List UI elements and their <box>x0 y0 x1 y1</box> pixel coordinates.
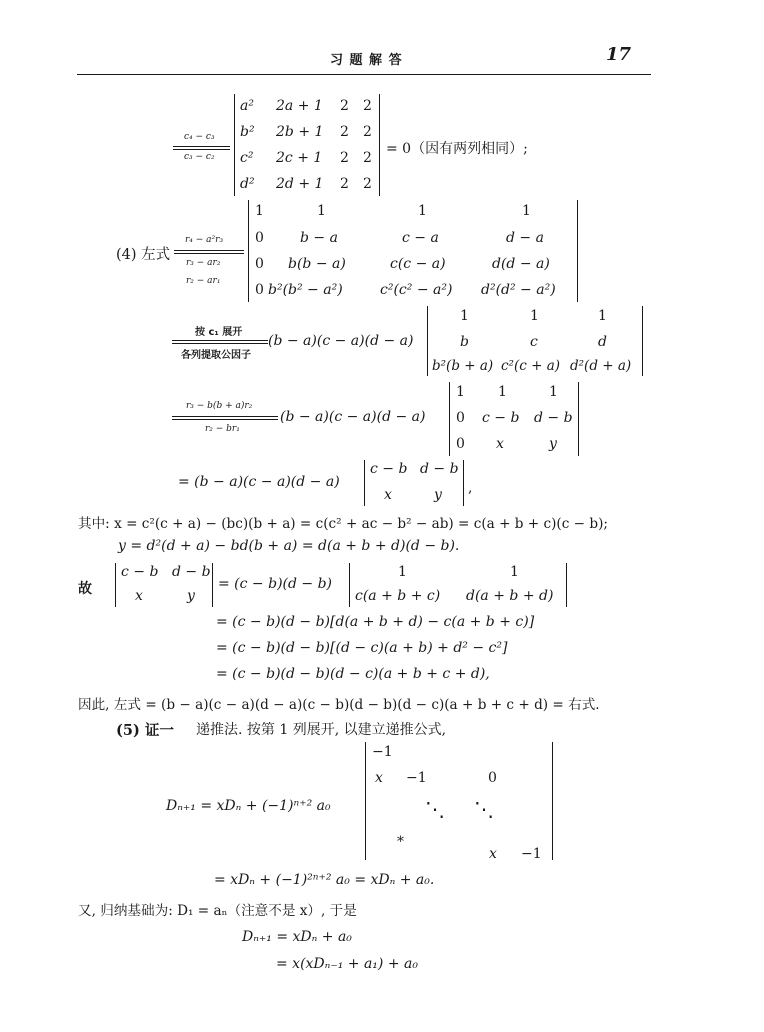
matrix-cell: d²(d + a) <box>570 358 632 374</box>
det-bar-left <box>248 200 249 302</box>
matrix-cell: y <box>434 487 442 503</box>
p3-result: = 0（因有两列相同）; <box>386 141 528 157</box>
matrix-cell: 2 <box>340 150 349 166</box>
matrix-cell: 1 <box>530 308 539 324</box>
matrix-cell: d − b <box>420 461 459 477</box>
matrix-cell: d − b <box>534 410 573 426</box>
matrix-cell: 2d + 1 <box>276 176 324 192</box>
op-arrow-line <box>172 416 278 417</box>
p5-lhs: Dₙ₊₁ = xDₙ + (−1)ⁿ⁺² a₀ <box>166 798 331 814</box>
factor-expression: (b − a)(c − a)(d − a) <box>280 409 426 425</box>
matrix-cell: x <box>384 487 392 503</box>
matrix-cell: b(b − a) <box>288 256 346 272</box>
op-row-reduce-2: r₂ − br₁ <box>205 424 240 434</box>
p4-op: r₃ − ar₂ <box>186 258 221 268</box>
matrix-cell: 1 <box>460 308 469 324</box>
matrix-cell: b²(b² − a²) <box>268 282 343 298</box>
matrix-cell: 2 <box>363 124 372 140</box>
det-bar-right <box>463 460 464 506</box>
chain-line: = (c − b)(d − b)[d(a + b + d) − c(a + b + c)] <box>216 614 535 630</box>
op-arrow-line-2 <box>172 419 278 420</box>
matrix-cell: d² <box>240 176 255 192</box>
matrix-cell: 0 <box>255 230 264 246</box>
op-arrow-line <box>174 250 244 251</box>
matrix-cell: 0 <box>255 256 264 272</box>
op-expand: 按 c₁ 展开 <box>195 327 243 338</box>
matrix-cell: 1 <box>317 203 326 219</box>
op-arrow-line <box>173 146 230 147</box>
page-number: 17 <box>606 44 632 65</box>
matrix-cell: −1 <box>406 770 427 786</box>
matrix-cell: 2c + 1 <box>276 150 323 166</box>
matrix-cell: b²(b + a) <box>432 358 494 374</box>
matrix-cell: 1 <box>522 203 531 219</box>
matrix-cell: x <box>375 770 383 786</box>
matrix-cell: c − b <box>121 564 159 580</box>
step4-suffix: , <box>468 480 473 496</box>
matrix-cell: c − b <box>482 410 520 426</box>
matrix-cell: 1 <box>456 384 465 400</box>
det-bar-right <box>642 306 643 376</box>
op-arrow-line-2 <box>173 149 230 150</box>
op-arrow-line-2 <box>174 253 244 254</box>
op-factor: 各列提取公因子 <box>181 350 251 361</box>
matrix-cell: 1 <box>598 308 607 324</box>
matrix-cell: c²(c + a) <box>501 358 561 374</box>
matrix-cell: y <box>187 588 195 604</box>
recurrence-line: = x(xDₙ₋₁ + a₁) + a₀ <box>276 956 418 972</box>
det-bar-left <box>365 742 366 860</box>
matrix-cell: d <box>598 334 607 350</box>
matrix-cell: 2 <box>340 176 349 192</box>
p5-label: (5) 证一 <box>116 722 174 739</box>
matrix-cell: 1 <box>418 203 427 219</box>
det-bar-right <box>578 382 579 456</box>
det-bar-right <box>577 200 578 302</box>
matrix-cell: 0 <box>456 410 465 426</box>
det-bar-right <box>212 563 213 607</box>
op-c4-c3: c₄ − c₃ <box>184 132 215 142</box>
running-header: 习 题 解 答 <box>330 53 403 68</box>
op-c3-c2: c₃ − c₂ <box>184 152 215 162</box>
det-bar-right <box>552 742 553 860</box>
where-line: 其中: x = c²(c + a) − (bc)(b + a) = c(c² + ac − b² − ab) = c(a + b + c)(c − b); <box>78 516 608 532</box>
matrix-cell: 2 <box>340 98 349 114</box>
det-bar-left <box>349 563 350 607</box>
matrix-cell: 1 <box>398 564 407 580</box>
p5-result: = xDₙ + (−1)²ⁿ⁺² a₀ = xDₙ + a₀. <box>214 872 435 888</box>
matrix-cell: d − b <box>172 564 211 580</box>
p4-op: r₄ − a²r₃ <box>185 235 224 245</box>
det-bar-right <box>379 94 380 196</box>
diag-dots: ⋱ <box>474 797 494 821</box>
op-arrow-line-2 <box>172 343 268 344</box>
matrix-cell: 2 <box>363 98 372 114</box>
matrix-cell: 2 <box>363 176 372 192</box>
matrix-cell: c <box>530 334 538 350</box>
matrix-cell: x <box>489 846 497 862</box>
therefore-label: 故 <box>78 581 92 597</box>
matrix-cell: 0 <box>456 436 465 452</box>
op-row-reduce: r₃ − b(b + a)r₂ <box>186 401 253 411</box>
matrix-cell: 2 <box>340 124 349 140</box>
matrix-cell: c(a + b + c) <box>355 588 441 604</box>
matrix-cell: a² <box>240 98 254 114</box>
matrix-cell: b − a <box>300 230 338 246</box>
matrix-cell: c² <box>240 150 254 166</box>
p5-base: 又, 归纳基础为: D₁ = aₙ（注意不是 x）, 于是 <box>78 903 357 919</box>
matrix-cell: 1 <box>510 564 519 580</box>
matrix-cell: d²(d² − a²) <box>481 282 556 298</box>
matrix-cell: x <box>496 436 504 452</box>
matrix-cell: b² <box>240 124 255 140</box>
matrix-cell: c(c − a) <box>390 256 446 272</box>
matrix-cell: c − a <box>402 230 439 246</box>
matrix-cell: 1 <box>549 384 558 400</box>
recurrence-line: Dₙ₊₁ = xDₙ + a₀ <box>242 929 352 945</box>
matrix-cell: d(d − a) <box>492 256 550 272</box>
matrix-cell: c − b <box>370 461 408 477</box>
diag-dots: ⋱ <box>425 797 445 821</box>
matrix-cell: y <box>549 436 557 452</box>
matrix-cell: b <box>460 334 469 350</box>
op-arrow-line <box>172 340 268 341</box>
det-bar-left <box>234 94 235 196</box>
matrix-cell: 0 <box>255 282 264 298</box>
y-line: y = d²(d + a) − bd(b + a) = d(a + b + d)(d − b). <box>118 538 460 554</box>
det-bar-left <box>427 306 428 376</box>
matrix-cell: 2 <box>363 150 372 166</box>
gu-equation: = (c − b)(d − b) <box>218 576 333 592</box>
conclusion-line: 因此, 左式 = (b − a)(c − a)(d − a)(c − b)(d − b)(d − c)(a + b + c + d) = 右式. <box>78 697 600 713</box>
matrix-cell: 1 <box>255 203 264 219</box>
lower-star: * <box>397 834 404 850</box>
p5-intro: 递推法. 按第 1 列展开, 以建立递推公式, <box>196 722 447 738</box>
matrix-cell: x <box>135 588 143 604</box>
det-bar-right <box>566 563 567 607</box>
matrix-cell: c²(c² − a²) <box>380 282 453 298</box>
factor-expression: (b − a)(c − a)(d − a) <box>268 333 414 349</box>
step4-prefix: = (b − a)(c − a)(d − a) <box>178 474 340 490</box>
chain-line: = (c − b)(d − b)[(d − c)(a + b) + d² − c²] <box>216 640 508 656</box>
matrix-cell: 0 <box>488 770 497 786</box>
det-bar-left <box>449 382 450 456</box>
header-rule <box>77 74 651 75</box>
matrix-cell: d(a + b + d) <box>466 588 554 604</box>
matrix-cell: −1 <box>372 744 393 760</box>
p4-op: r₂ − ar₁ <box>186 276 221 286</box>
det-bar-left <box>115 563 116 607</box>
chain-line: = (c − b)(d − b)(d − c)(a + b + c + d), <box>216 666 490 682</box>
matrix-cell: −1 <box>521 846 542 862</box>
matrix-cell: d − a <box>506 230 544 246</box>
matrix-cell: 2b + 1 <box>276 124 324 140</box>
matrix-cell: 1 <box>498 384 507 400</box>
p4-label: (4) 左式 <box>116 247 171 263</box>
det-bar-left <box>364 460 365 506</box>
matrix-cell: 2a + 1 <box>276 98 323 114</box>
